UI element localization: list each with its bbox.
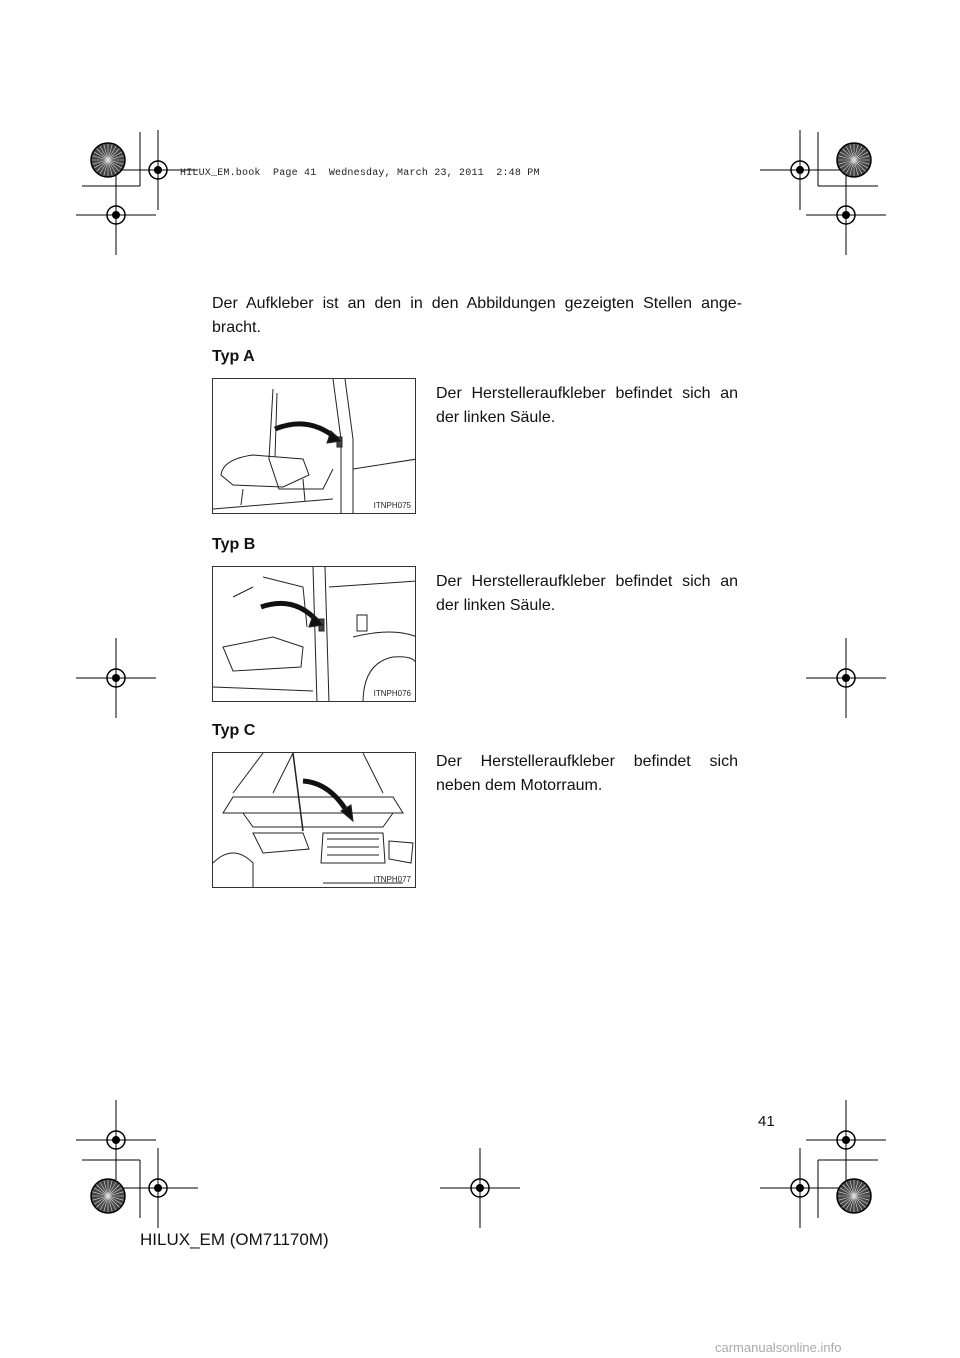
figure-seat-pillar-a bbox=[212, 378, 416, 514]
type-a-description: Der Herstelleraufkleber befindet sich an der linken Säule. bbox=[436, 385, 738, 426]
book-header: HILUX_EM.book Page 41 Wednesday, March 23, 2011 2:48 PM bbox=[180, 168, 540, 179]
type-c-description: Der Herstelleraufkleber befindet sich neben dem Motorraum. bbox=[436, 753, 738, 794]
figure-seat-pillar-b bbox=[212, 566, 416, 702]
type-a-label: Typ A bbox=[212, 348, 255, 365]
footer-code: HILUX_EM (OM71170M) bbox=[140, 1230, 329, 1249]
figure-code: ITNPH075 bbox=[373, 501, 411, 510]
watermark: carmanualsonline.info bbox=[715, 1340, 842, 1355]
figure-code: ITNPH077 bbox=[373, 875, 411, 884]
figure-code: ITNPH076 bbox=[373, 689, 411, 698]
type-b-label: Typ B bbox=[212, 536, 256, 553]
intro-text: Der Aufkleber ist an den in den Abbildungen gezeigten Stellen ange-bracht. bbox=[212, 295, 742, 336]
type-b-description: Der Herstelleraufkleber befindet sich an der linken Säule. bbox=[436, 573, 738, 614]
page-number: 41 bbox=[758, 1113, 775, 1130]
figure-engine-bay-c bbox=[212, 752, 416, 888]
type-c-label: Typ C bbox=[212, 722, 256, 739]
